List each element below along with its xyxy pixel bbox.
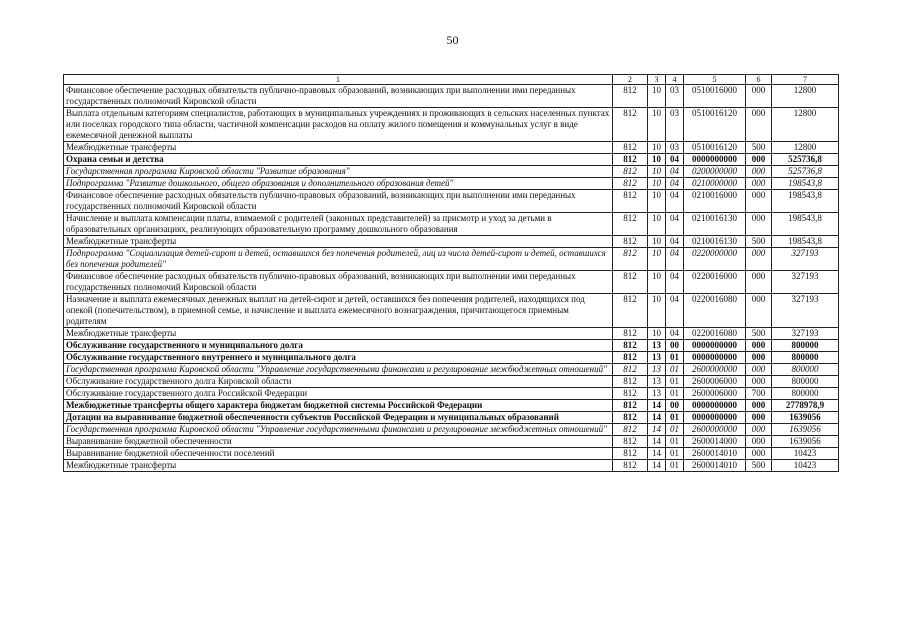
- ministry-code-cell: 812: [613, 352, 648, 364]
- subsection-code-cell: 01: [666, 376, 684, 388]
- subsection-code-cell: 04: [666, 236, 684, 248]
- ministry-code-cell: 812: [613, 271, 648, 294]
- section-code-cell: 14: [648, 424, 666, 436]
- table-row: [64, 460, 839, 472]
- subsection-code-cell: 04: [666, 213, 684, 236]
- ministry-code-cell: 812: [613, 412, 648, 424]
- row-name-cell: Обслуживание государственного долга Кировской области: [64, 376, 613, 388]
- subsection-code-cell: 01: [666, 364, 684, 376]
- amount-cell: 2778978,9: [772, 400, 839, 412]
- table-row: [64, 236, 839, 248]
- target-article-cell: 0000000000: [684, 154, 746, 166]
- row-name-cell: Межбюджетные трансферты: [64, 236, 613, 248]
- amount-cell: 12800: [772, 85, 839, 108]
- table-row: [64, 166, 839, 178]
- target-article-cell: 2600000000: [684, 364, 746, 376]
- ministry-code-cell: 812: [613, 448, 648, 460]
- ministry-code-cell: 812: [613, 236, 648, 248]
- row-name-cell: Выплата отдельным категориям специалистов, работающих в муниципальных учреждениях и проживающих в сельских населенных пунктах или поселках городского типа области, частичной компенсации расходов на оплату жилого помещения и коммунальных услуг в виде ежемесячной денежной выплаты: [64, 108, 613, 142]
- section-code-cell: 10: [648, 213, 666, 236]
- table-row: [64, 412, 839, 424]
- section-code-cell: 14: [648, 412, 666, 424]
- subsection-code-cell: 00: [666, 400, 684, 412]
- budget-table: [63, 74, 839, 472]
- target-article-cell: 0220000000: [684, 248, 746, 271]
- header-row: [64, 75, 839, 85]
- subsection-code-cell: 01: [666, 436, 684, 448]
- amount-cell: 12800: [772, 142, 839, 154]
- target-article-cell: 0510016120: [684, 108, 746, 142]
- subsection-code-cell: 03: [666, 85, 684, 108]
- subsection-code-cell: 04: [666, 294, 684, 328]
- section-code-cell: 10: [648, 294, 666, 328]
- ministry-code-cell: 812: [613, 436, 648, 448]
- table-row: [64, 400, 839, 412]
- amount-cell: 198543,8: [772, 190, 839, 213]
- row-name-cell: Обслуживание государственного и муниципального долга: [64, 340, 613, 352]
- target-article-cell: 2600014010: [684, 460, 746, 472]
- target-article-cell: 2600014010: [684, 448, 746, 460]
- ministry-code-cell: 812: [613, 340, 648, 352]
- ministry-code-cell: 812: [613, 388, 648, 400]
- header-col-6: 6: [746, 75, 772, 85]
- row-name-cell: Дотации на выравнивание бюджетной обеспеченности субъектов Российской Федерации и муниципальных образований: [64, 412, 613, 424]
- expense-type-cell: 000: [746, 271, 772, 294]
- page-number: 50: [446, 33, 459, 47]
- target-article-cell: 0210016130: [684, 213, 746, 236]
- target-article-cell: 0000000000: [684, 400, 746, 412]
- section-code-cell: 10: [648, 154, 666, 166]
- table-row: [64, 352, 839, 364]
- section-code-cell: 14: [648, 448, 666, 460]
- amount-cell: 327193: [772, 248, 839, 271]
- amount-cell: 327193: [772, 294, 839, 328]
- amount-cell: 198543,8: [772, 178, 839, 190]
- section-code-cell: 14: [648, 400, 666, 412]
- amount-cell: 800000: [772, 376, 839, 388]
- table-row: [64, 108, 839, 142]
- table-row: [64, 248, 839, 271]
- section-code-cell: 10: [648, 166, 666, 178]
- expense-type-cell: 000: [746, 108, 772, 142]
- target-article-cell: 0510016120: [684, 142, 746, 154]
- ministry-code-cell: 812: [613, 424, 648, 436]
- ministry-code-cell: 812: [613, 108, 648, 142]
- expense-type-cell: 500: [746, 328, 772, 340]
- table-row: [64, 271, 839, 294]
- row-name-cell: Выравнивание бюджетной обеспеченности поселений: [64, 448, 613, 460]
- target-article-cell: 2600014000: [684, 436, 746, 448]
- section-code-cell: 14: [648, 436, 666, 448]
- expense-type-cell: 000: [746, 448, 772, 460]
- expense-type-cell: 700: [746, 388, 772, 400]
- table-row: [64, 424, 839, 436]
- expense-type-cell: 500: [746, 142, 772, 154]
- ministry-code-cell: 812: [613, 328, 648, 340]
- row-name-cell: Государственная программа Кировской области "Управление государственными финансами и регулирование межбюджетных отношений": [64, 364, 613, 376]
- subsection-code-cell: 03: [666, 108, 684, 142]
- row-name-cell: Подпрограмма "Развитие дошкольного, общего образования и дополнительного образования детей": [64, 178, 613, 190]
- target-article-cell: 2600006000: [684, 376, 746, 388]
- section-code-cell: 14: [648, 460, 666, 472]
- subsection-code-cell: 00: [666, 340, 684, 352]
- row-name-cell: Государственная программа Кировской области "Управление государственными финансами и регулирование межбюджетных отношений": [64, 424, 613, 436]
- table-row: [64, 448, 839, 460]
- row-name-cell: Обслуживание государственного долга Российской Федерации: [64, 388, 613, 400]
- expense-type-cell: 000: [746, 248, 772, 271]
- section-code-cell: 10: [648, 108, 666, 142]
- expense-type-cell: 000: [746, 294, 772, 328]
- subsection-code-cell: 04: [666, 328, 684, 340]
- expense-type-cell: 000: [746, 412, 772, 424]
- section-code-cell: 10: [648, 248, 666, 271]
- section-code-cell: 13: [648, 340, 666, 352]
- header-col-5: 5: [684, 75, 746, 85]
- subsection-code-cell: 04: [666, 178, 684, 190]
- table-row: [64, 364, 839, 376]
- section-code-cell: 13: [648, 364, 666, 376]
- section-code-cell: 10: [648, 142, 666, 154]
- row-name-cell: Обслуживание государственного внутреннего и муниципального долга: [64, 352, 613, 364]
- section-code-cell: 13: [648, 388, 666, 400]
- amount-cell: 198543,8: [772, 213, 839, 236]
- subsection-code-cell: 01: [666, 424, 684, 436]
- table-row: [64, 294, 839, 328]
- amount-cell: 800000: [772, 340, 839, 352]
- expense-type-cell: 000: [746, 376, 772, 388]
- subsection-code-cell: 01: [666, 388, 684, 400]
- table-row: [64, 436, 839, 448]
- section-code-cell: 10: [648, 85, 666, 108]
- expense-type-cell: 000: [746, 364, 772, 376]
- target-article-cell: 0220016080: [684, 328, 746, 340]
- target-article-cell: 0200000000: [684, 166, 746, 178]
- ministry-code-cell: 812: [613, 166, 648, 178]
- amount-cell: 12800: [772, 108, 839, 142]
- expense-type-cell: 000: [746, 400, 772, 412]
- row-name-cell: Межбюджетные трансферты: [64, 328, 613, 340]
- ministry-code-cell: 812: [613, 154, 648, 166]
- amount-cell: 800000: [772, 364, 839, 376]
- header-col-1: 1: [64, 75, 613, 85]
- ministry-code-cell: 812: [613, 213, 648, 236]
- ministry-code-cell: 812: [613, 460, 648, 472]
- target-article-cell: 0510016000: [684, 85, 746, 108]
- row-name-cell: Финансовое обеспечение расходных обязательств публично-правовых образований, возникающих при выполнении ими переданных государственных полномочий Кировской области: [64, 271, 613, 294]
- table-row: [64, 190, 839, 213]
- target-article-cell: 0000000000: [684, 340, 746, 352]
- subsection-code-cell: 03: [666, 142, 684, 154]
- subsection-code-cell: 04: [666, 271, 684, 294]
- target-article-cell: 0000000000: [684, 352, 746, 364]
- ministry-code-cell: 812: [613, 190, 648, 213]
- ministry-code-cell: 812: [613, 142, 648, 154]
- expense-type-cell: 000: [746, 154, 772, 166]
- expense-type-cell: 500: [746, 460, 772, 472]
- row-name-cell: Финансовое обеспечение расходных обязательств публично-правовых образований, возникающих при выполнении ими переданных государственных полномочий Кировской области: [64, 85, 613, 108]
- ministry-code-cell: 812: [613, 294, 648, 328]
- table-row: [64, 340, 839, 352]
- row-name-cell: Межбюджетные трансферты: [64, 460, 613, 472]
- amount-cell: 10423: [772, 460, 839, 472]
- row-name-cell: Подпрограмма "Социализация детей-сирот и детей, оставшихся без попечения родителей, лиц из числа детей-сирот и детей, оставшихся без попечения родителей": [64, 248, 613, 271]
- target-article-cell: 0210000000: [684, 178, 746, 190]
- table-row: [64, 376, 839, 388]
- target-article-cell: 0000000000: [684, 412, 746, 424]
- section-code-cell: 10: [648, 178, 666, 190]
- target-article-cell: 2600006000: [684, 388, 746, 400]
- section-code-cell: 10: [648, 236, 666, 248]
- expense-type-cell: 000: [746, 85, 772, 108]
- section-code-cell: 13: [648, 352, 666, 364]
- row-name-cell: Межбюджетные трансферты общего характера бюджетам бюджетной системы Российской Федерации: [64, 400, 613, 412]
- table-row: [64, 85, 839, 108]
- table-row: [64, 213, 839, 236]
- ministry-code-cell: 812: [613, 400, 648, 412]
- expense-type-cell: 000: [746, 190, 772, 213]
- row-name-cell: Государственная программа Кировской области "Развитие образования": [64, 166, 613, 178]
- expense-type-cell: 000: [746, 424, 772, 436]
- subsection-code-cell: 04: [666, 166, 684, 178]
- row-name-cell: Охрана семьи и детства: [64, 154, 613, 166]
- table-row: [64, 328, 839, 340]
- target-article-cell: 2600000000: [684, 424, 746, 436]
- amount-cell: 1639056: [772, 436, 839, 448]
- expense-type-cell: 000: [746, 178, 772, 190]
- expense-type-cell: 000: [746, 436, 772, 448]
- subsection-code-cell: 04: [666, 190, 684, 213]
- ministry-code-cell: 812: [613, 178, 648, 190]
- ministry-code-cell: 812: [613, 85, 648, 108]
- subsection-code-cell: 01: [666, 460, 684, 472]
- table-row: [64, 154, 839, 166]
- target-article-cell: 0220016080: [684, 294, 746, 328]
- section-code-cell: 10: [648, 271, 666, 294]
- expense-type-cell: 000: [746, 213, 772, 236]
- amount-cell: 1639056: [772, 424, 839, 436]
- row-name-cell: Межбюджетные трансферты: [64, 142, 613, 154]
- table-row: [64, 142, 839, 154]
- row-name-cell: Финансовое обеспечение расходных обязательств публично-правовых образований, возникающих при выполнении ими переданных государственных полномочий Кировской области: [64, 190, 613, 213]
- expense-type-cell: 000: [746, 352, 772, 364]
- amount-cell: 327193: [772, 328, 839, 340]
- target-article-cell: 0220016000: [684, 271, 746, 294]
- table-row: [64, 388, 839, 400]
- ministry-code-cell: 812: [613, 376, 648, 388]
- subsection-code-cell: 01: [666, 448, 684, 460]
- target-article-cell: 0210016130: [684, 236, 746, 248]
- header-col-3: 3: [648, 75, 666, 85]
- header-col-2: 2: [613, 75, 648, 85]
- expense-type-cell: 000: [746, 166, 772, 178]
- amount-cell: 1639056: [772, 412, 839, 424]
- section-code-cell: 10: [648, 328, 666, 340]
- ministry-code-cell: 812: [613, 248, 648, 271]
- amount-cell: 525736,8: [772, 154, 839, 166]
- amount-cell: 800000: [772, 388, 839, 400]
- target-article-cell: 0210016000: [684, 190, 746, 213]
- section-code-cell: 10: [648, 190, 666, 213]
- amount-cell: 10423: [772, 448, 839, 460]
- ministry-code-cell: 812: [613, 364, 648, 376]
- header-col-4: 4: [666, 75, 684, 85]
- row-name-cell: Назначение и выплата ежемесячных денежных выплат на детей-сирот и детей, оставшихся без попечения родителей, находящихся под опекой (попечительством), в приемной семье, и начисление и выплата ежемесячного вознаграждения, причитающегося приемным родителям: [64, 294, 613, 328]
- amount-cell: 525736,8: [772, 166, 839, 178]
- table-row: [64, 178, 839, 190]
- subsection-code-cell: 04: [666, 248, 684, 271]
- subsection-code-cell: 04: [666, 154, 684, 166]
- amount-cell: 327193: [772, 271, 839, 294]
- row-name-cell: Начисление и выплата компенсации платы, взимаемой с родителей (законных представителей) за присмотр и уход за детьми в образовательных организациях, реализующих образовательную программу дошкольного образования: [64, 213, 613, 236]
- amount-cell: 800000: [772, 352, 839, 364]
- expense-type-cell: 000: [746, 340, 772, 352]
- row-name-cell: Выравнивание бюджетной обеспеченности: [64, 436, 613, 448]
- header-col-7: 7: [772, 75, 839, 85]
- expense-type-cell: 500: [746, 236, 772, 248]
- subsection-code-cell: 01: [666, 352, 684, 364]
- subsection-code-cell: 01: [666, 412, 684, 424]
- section-code-cell: 13: [648, 376, 666, 388]
- amount-cell: 198543,8: [772, 236, 839, 248]
